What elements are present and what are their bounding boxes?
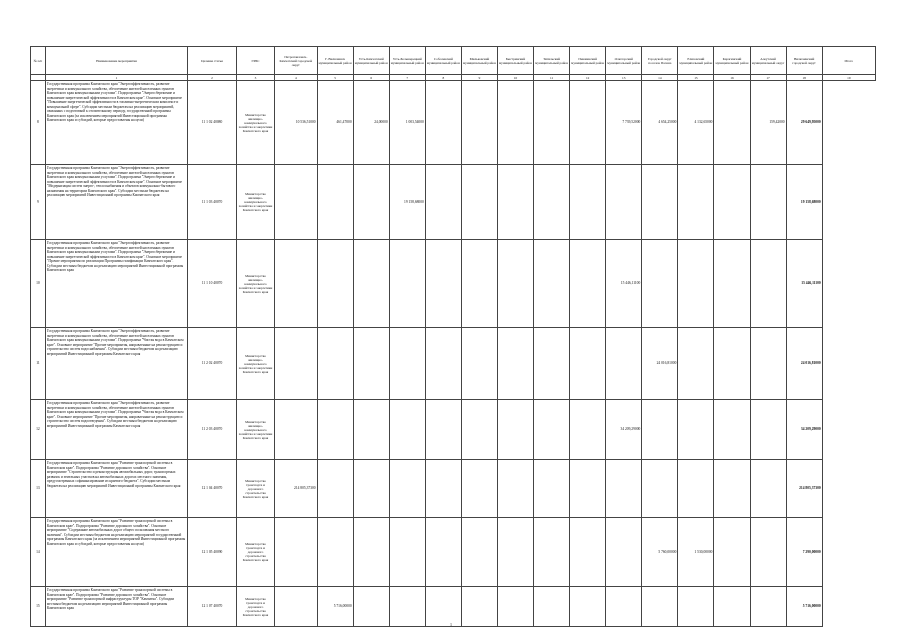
- measure-name: Государственная программа Камчатского края "Энергоэффективность, развитие энергетики и коммунального хозяйства, обеспечение жителей населенных пунктов Камчатского края коммунальными услугами". Подпрограмма "Чистая вода в Камчатском крае". Основное мероприятие "Прочие мероприятия, направленные на реконструкцию и строительство систем водоснабжения". Субсидии местным бюджетам на реализацию мероприятий Инвестиционной программы Камчатского края: [45, 328, 187, 400]
- amount-cell: [425, 518, 461, 587]
- amount-cell: [714, 587, 750, 627]
- column-number: 11: [534, 75, 570, 81]
- row-total: 5 716,00000: [786, 587, 822, 627]
- amount-cell: [497, 518, 533, 587]
- amount-cell: [570, 587, 606, 627]
- amount-cell: [570, 400, 606, 460]
- target-article-code: 11 2 03 40070: [188, 400, 237, 460]
- amount-cell: [461, 518, 497, 587]
- amount-cell: [678, 328, 714, 400]
- amount-cell: [425, 328, 461, 400]
- row-number: 8: [31, 81, 46, 165]
- amount-cell: [275, 518, 317, 587]
- column-number: 17: [750, 75, 786, 81]
- amount-cell: [534, 518, 570, 587]
- amount-cell: [678, 400, 714, 460]
- column-number: 2: [188, 75, 237, 81]
- amount-cell: [275, 165, 317, 240]
- measure-name: Государственная программа Камчатского края "Развитие транспортной системы в Камчатском крае". Подпрограмма "Развитие дорожного хозяйства". Основное мероприятие "Строительство и реконструкция автомобильных дорог, транспортных развязок и земельных участков на автомобильных дорогах местного значения, предусмотренных софинансирование из краевого бюджета". Субсидии местным бюджетам на реализацию мероприятий Инвестиционной программы Камчатского края: [45, 460, 187, 518]
- column-number: 3: [236, 75, 274, 81]
- amount-cell: [275, 240, 317, 328]
- amount-cell: [750, 165, 786, 240]
- amount-cell: [642, 240, 678, 328]
- amount-cell: [353, 518, 389, 587]
- column-header: Вилючинский городской округ: [786, 47, 822, 75]
- amount-cell: [461, 240, 497, 328]
- row-total: 214 805,37300: [786, 460, 822, 518]
- page-number: 1: [450, 622, 452, 627]
- amount-cell: [534, 460, 570, 518]
- amount-cell: [534, 328, 570, 400]
- column-header: Усть-Камчатский муниципальный район: [353, 47, 389, 75]
- amount-cell: [317, 328, 353, 400]
- amount-cell: [497, 81, 533, 165]
- column-number: 4: [275, 75, 317, 81]
- amount-cell: [389, 518, 425, 587]
- amount-cell: [606, 328, 642, 400]
- amount-cell: [275, 328, 317, 400]
- table-header-row: [31, 47, 876, 75]
- amount-cell: [642, 587, 678, 627]
- row-total: 29 649,95000: [786, 81, 822, 165]
- amount-cell: [678, 165, 714, 240]
- amount-cell: 214 805,37300: [275, 460, 317, 518]
- amount-cell: [714, 518, 750, 587]
- target-article-code: 12 1 05 40090: [188, 518, 237, 587]
- column-number: 14: [642, 75, 678, 81]
- amount-cell: [389, 400, 425, 460]
- amount-cell: [750, 460, 786, 518]
- row-number: 10: [31, 240, 46, 328]
- amount-cell: [570, 460, 606, 518]
- amount-cell: [461, 400, 497, 460]
- amount-cell: [497, 328, 533, 400]
- amount-cell: [570, 328, 606, 400]
- amount-cell: [497, 400, 533, 460]
- column-header: Г. Вилючинск муниципальный район: [317, 47, 353, 75]
- amount-cell: [461, 460, 497, 518]
- amount-cell: 24,00000: [353, 81, 389, 165]
- column-header: Быстринский муниципальный район: [497, 47, 533, 75]
- amount-cell: 7 739,52000: [606, 81, 642, 165]
- amount-cell: 5 716,00000: [317, 587, 353, 627]
- amount-cell: [678, 240, 714, 328]
- amount-cell: [606, 587, 642, 627]
- measure-name: Государственная программа Камчатского края "Энергоэффективность, развитие энергетики и коммунального хозяйства, обеспечение жителей населенных пунктов Камчатского края коммунальными услугами". Подпрограмма "Энергосбережение и повышение энергетической эффективности в Камчатском крае". Основное мероприятие "Повышение энергетической эффективности в топливно-энергетическом комплексе и коммунальной сфере". Субсидии местным бюджетам на реализацию мероприятий, связанных с подготовкой к отопительному периоду, государственной программы Камчатского края (за исключением мероприятий Инвестиционной программы Камчатского края и субсидий, которые предоставлены на цели): [45, 81, 187, 165]
- column-header: Тигильский муниципальный район: [534, 47, 570, 75]
- column-header: Усть-Большерецкий муниципальный район: [389, 47, 425, 75]
- table-row: [31, 518, 876, 587]
- row-number: 14: [31, 518, 46, 587]
- amount-cell: [353, 240, 389, 328]
- amount-cell: [425, 81, 461, 165]
- column-header: Городской округ поселок Палана: [642, 47, 678, 75]
- table-row: [31, 240, 876, 328]
- column-number: 9: [461, 75, 497, 81]
- budget-administrator: Министерство жилищно-коммунального хозяйства и энергетики Камчатского края: [236, 165, 274, 240]
- allocation-table: [30, 46, 876, 627]
- measure-name: Государственная программа Камчатского края "Развитие транспортной системы в Камчатском крае". Подпрограмма "Развитие дорожного хозяйства". Основное мероприятие "Содержание автомобильных дорог общего пользования местного значения". Субсидии местным бюджетам на реализацию мероприятий государственной программы Камчатского края (за исключением мероприятий Инвестиционной программы Камчатского края и субсидий, которые предоставлены на цели): [45, 518, 187, 587]
- amount-cell: [275, 400, 317, 460]
- amount-cell: [570, 240, 606, 328]
- column-header: Пенжинский муниципальный район: [570, 47, 606, 75]
- amount-cell: 1 003,54000: [389, 81, 425, 165]
- table-row: [31, 400, 876, 460]
- table-row: [31, 328, 876, 400]
- amount-cell: [606, 460, 642, 518]
- allocation-table-sheet: [30, 46, 876, 627]
- column-header: Олюторский муниципальный район: [606, 47, 642, 75]
- row-number: 15: [31, 587, 46, 627]
- column-number: 19: [822, 75, 875, 81]
- column-number: 16: [714, 75, 750, 81]
- amount-cell: [497, 240, 533, 328]
- amount-cell: [678, 460, 714, 518]
- measure-name: Государственная программа Камчатского края "Энергоэффективность, развитие энергетики и коммунального хозяйства, обеспечение жителей населенных пунктов Камчатского края коммунальными услугами". Подпрограмма "Энергосбережение и повышение энергетической эффективности в Камчатском крае". Основное мероприятие "Модернизация систем энерго-, теплоснабжения и объектов коммунально-бытового назначения на территории Камчатского края". Субсидии местным бюджетам на реализацию мероприятий Инвестиционной программы Камчатского края: [45, 165, 187, 240]
- amount-cell: [606, 518, 642, 587]
- row-number: 13: [31, 460, 46, 518]
- column-number: 8: [425, 75, 461, 81]
- column-header: Наименование мероприятия: [45, 47, 187, 75]
- column-number: 18: [786, 75, 822, 81]
- amount-cell: [461, 81, 497, 165]
- amount-cell: [497, 460, 533, 518]
- table-body: [31, 81, 876, 627]
- target-article-code: 11 1 10 40070: [188, 240, 237, 328]
- column-header: Мильковский муниципальный район: [461, 47, 497, 75]
- amount-cell: [534, 165, 570, 240]
- amount-cell: [714, 81, 750, 165]
- amount-cell: [750, 240, 786, 328]
- amount-cell: [389, 240, 425, 328]
- column-header: Итого: [822, 47, 875, 75]
- amount-cell: [389, 328, 425, 400]
- amount-cell: 159,42000: [750, 81, 786, 165]
- column-header: Елизовский муниципальный район: [678, 47, 714, 75]
- amount-cell: 5 760,00000: [642, 518, 678, 587]
- amount-cell: [317, 165, 353, 240]
- amount-cell: 19 158,68000: [389, 165, 425, 240]
- row-total: 24 016,81000: [786, 328, 822, 400]
- budget-administrator: Министерство транспорта и дорожного строительства Камчатского края: [236, 587, 274, 627]
- budget-administrator: Министерство жилищно-коммунального хозяйства и энергетики Камчатского края: [236, 240, 274, 328]
- amount-cell: [425, 587, 461, 627]
- amount-cell: [714, 165, 750, 240]
- amount-cell: 24 016,81000: [642, 328, 678, 400]
- table-row: [31, 587, 876, 627]
- target-article-code: 12 1 04 40070: [188, 460, 237, 518]
- amount-cell: 461,47000: [317, 81, 353, 165]
- amount-cell: [750, 328, 786, 400]
- column-number: 7: [389, 75, 425, 81]
- budget-administrator: Министерство жилищно-коммунального хозяйства и энергетики Камчатского края: [236, 400, 274, 460]
- amount-cell: [425, 165, 461, 240]
- column-header: Петропавловск-Камчатский городской округ: [275, 47, 317, 75]
- column-header: Карагинский муниципальный район: [714, 47, 750, 75]
- row-total: 19 158,68000: [786, 165, 822, 240]
- amount-cell: [461, 165, 497, 240]
- amount-cell: [570, 81, 606, 165]
- amount-cell: [317, 240, 353, 328]
- amount-cell: [425, 240, 461, 328]
- column-header: Соболевский муниципальный район: [425, 47, 461, 75]
- amount-cell: [750, 587, 786, 627]
- amount-cell: [534, 400, 570, 460]
- amount-cell: [461, 587, 497, 627]
- measure-name: Государственная программа Камчатского края "Энергоэффективность, развитие энергетики и коммунального хозяйства, обеспечение жителей населенных пунктов Камчатского края коммунальными услугами". Подпрограмма "Энергосбережение и повышение энергетической эффективности в Камчатском крае". Основное мероприятие "Прочие мероприятия по реализации Программы газификации Камчатского края". Субсидии местным бюджетам на реализацию мероприятий Инвестиционной программы Камчатского края: [45, 240, 187, 328]
- amount-cell: 1 530,00000: [678, 518, 714, 587]
- amount-cell: [534, 81, 570, 165]
- column-number: 5: [317, 75, 353, 81]
- amount-cell: [497, 165, 533, 240]
- column-number: 15: [678, 75, 714, 81]
- amount-cell: [570, 165, 606, 240]
- amount-cell: 4 132,65000: [678, 81, 714, 165]
- amount-cell: [642, 460, 678, 518]
- amount-cell: [461, 328, 497, 400]
- amount-cell: [606, 165, 642, 240]
- amount-cell: [714, 328, 750, 400]
- column-number: 13: [606, 75, 642, 81]
- amount-cell: [389, 587, 425, 627]
- amount-cell: [534, 587, 570, 627]
- row-number: 12: [31, 400, 46, 460]
- amount-cell: [750, 518, 786, 587]
- amount-cell: 34 209,29000: [606, 400, 642, 460]
- amount-cell: [714, 240, 750, 328]
- target-article-code: 11 2 02 40070: [188, 328, 237, 400]
- amount-cell: [642, 165, 678, 240]
- amount-cell: [389, 460, 425, 518]
- column-header: № п/п: [31, 47, 46, 75]
- table-row: [31, 460, 876, 518]
- target-article-code: 12 1 07 40070: [188, 587, 237, 627]
- amount-cell: [534, 240, 570, 328]
- amount-cell: [425, 460, 461, 518]
- table-row: [31, 165, 876, 240]
- amount-cell: [353, 587, 389, 627]
- amount-cell: [353, 165, 389, 240]
- column-header: Алеутский муниципальный округ: [750, 47, 786, 75]
- column-number: 12: [570, 75, 606, 81]
- budget-administrator: Министерство жилищно-коммунального хозяйства и энергетики Камчатского края: [236, 81, 274, 165]
- amount-cell: 15 446,11100: [606, 240, 642, 328]
- row-total: 15 446,11100: [786, 240, 822, 328]
- amount-cell: [317, 518, 353, 587]
- column-number: 6: [353, 75, 389, 81]
- amount-cell: [714, 400, 750, 460]
- amount-cell: [425, 400, 461, 460]
- amount-cell: 4 654,25000: [642, 81, 678, 165]
- row-number: 11: [31, 328, 46, 400]
- measure-name: Государственная программа Камчатского края "Энергоэффективность, развитие энергетики и коммунального хозяйства, обеспечение жителей населенных пунктов Камчатского края коммунальными услугами". Подпрограмма "Чистая вода в Камчатском крае". Основное мероприятие "Прочие мероприятия, направленные на реконструкцию и строительство систем водоотведения". Субсидии местным бюджетам на реализацию мероприятий Инвестиционной программы Камчатского края: [45, 400, 187, 460]
- amount-cell: [714, 460, 750, 518]
- amount-cell: [353, 460, 389, 518]
- amount-cell: [678, 587, 714, 627]
- target-article-code: 11 1 02 40080: [188, 81, 237, 165]
- amount-cell: [353, 400, 389, 460]
- amount-cell: [750, 400, 786, 460]
- budget-administrator: Министерство транспорта и дорожного строительства Камчатского края: [236, 518, 274, 587]
- amount-cell: [570, 518, 606, 587]
- column-header: ГРБС: [236, 47, 274, 75]
- column-number: 10: [497, 75, 533, 81]
- target-article-code: 11 1 03 40070: [188, 165, 237, 240]
- amount-cell: [353, 328, 389, 400]
- amount-cell: [317, 400, 353, 460]
- amount-cell: [275, 587, 317, 627]
- budget-administrator: Министерство жилищно-коммунального хозяйства и энергетики Камчатского края: [236, 328, 274, 400]
- row-number: 9: [31, 165, 46, 240]
- budget-administrator: Министерство транспорта и дорожного строительства Камчатского края: [236, 460, 274, 518]
- row-total: 34 209,29000: [786, 400, 822, 460]
- amount-cell: 10 536,51000: [275, 81, 317, 165]
- row-total: 7 290,00000: [786, 518, 822, 587]
- measure-name: Государственная программа Камчатского края "Развитие транспортной системы в Камчатском крае". Подпрограмма "Развитие дорожного хозяйства". Основное мероприятие "Развитие транспортной инфраструктуры ТОР "Камчатка". Субсидии местным бюджетам на реализацию мероприятий Инвестиционной программы Камчатского края: [45, 587, 187, 627]
- amount-cell: [317, 460, 353, 518]
- column-number: 1: [45, 75, 187, 81]
- amount-cell: [642, 400, 678, 460]
- column-header: Целевая статья: [188, 47, 237, 75]
- amount-cell: [497, 587, 533, 627]
- table-row: [31, 81, 876, 165]
